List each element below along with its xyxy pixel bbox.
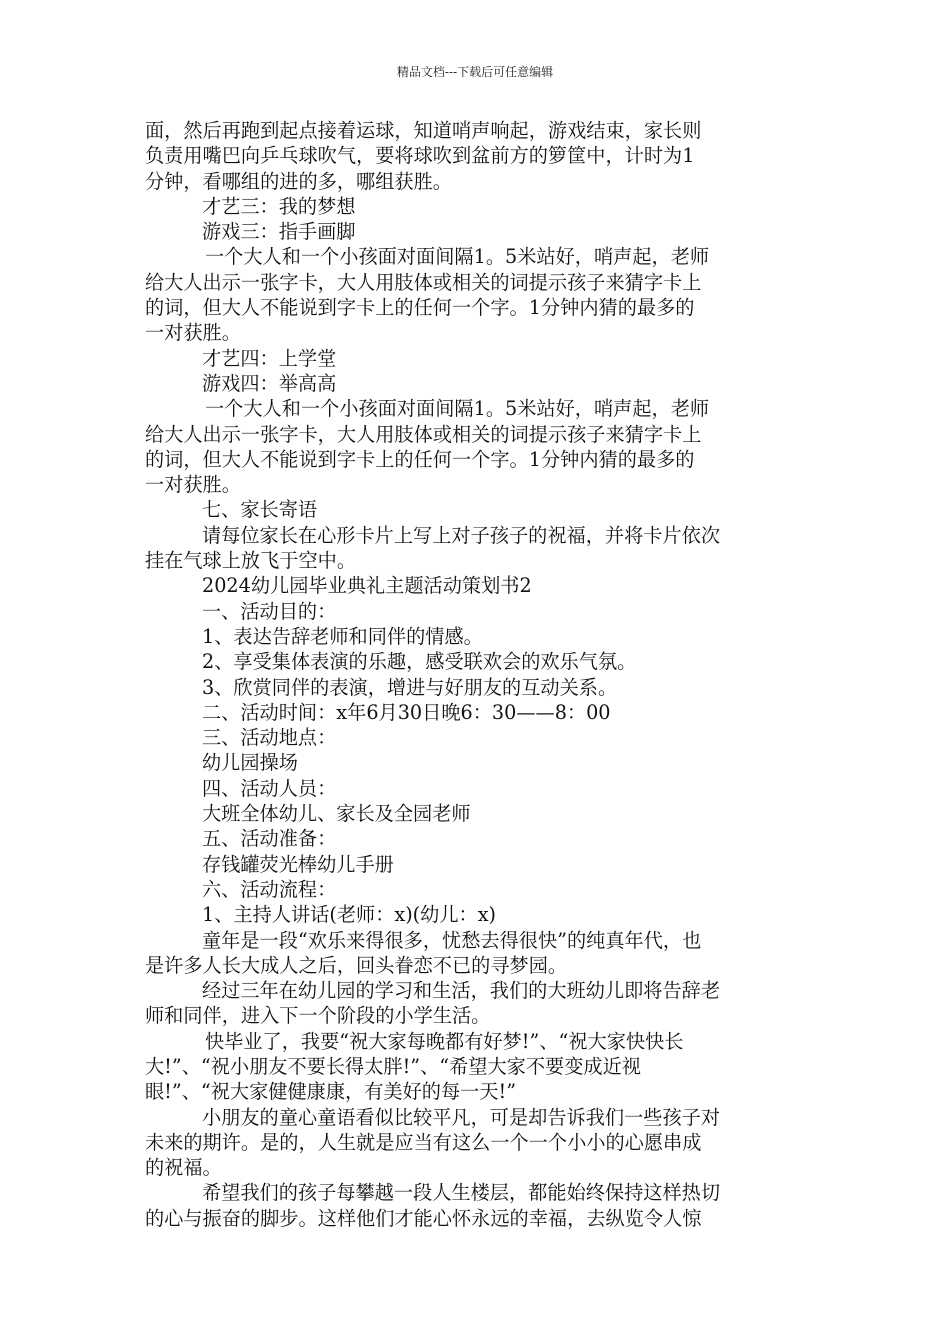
paragraph-line: 一个大人和一个小孩面对面间隔1。5米站好，哨声起，老师 <box>205 245 710 269</box>
paragraph-line: 给大人出示一张字卡，大人用肢体或相关的词提示孩子来猜字卡上 <box>145 422 702 446</box>
paragraph-line: 的祝福。 <box>145 1156 222 1180</box>
section-heading: 才艺四：上学堂 <box>202 346 337 370</box>
paragraph-line: 的词，但大人不能说到字卡上的任何一个字。1分钟内猜的最多的 <box>145 296 695 320</box>
paragraph-line: 面，然后再跑到起点接着运球，知道哨声响起，游戏结束，家长则 <box>145 119 702 142</box>
paragraph-line: 大班全体幼儿、家长及全园老师 <box>202 802 471 826</box>
paragraph-line: 小朋友的童心童语看似比较平凡，可是却告诉我们一些孩子对 <box>202 1105 721 1129</box>
section-heading: 七、家长寄语 <box>202 498 318 522</box>
paragraph-line: 幼儿园操场 <box>202 751 298 775</box>
paragraph-line: 的词，但大人不能说到字卡上的任何一个字。1分钟内猜的最多的 <box>145 447 695 471</box>
paragraph-line: 负责用嘴巴向乒乓球吹气，要将球吹到盆前方的箩筐中，计时为1 <box>145 144 695 168</box>
paragraph-line: 是许多人长大成人之后，回头眷恋不已的寻梦园。 <box>145 953 568 977</box>
paragraph-line: 师和同伴，进入下一个阶段的小学生活。 <box>145 1004 491 1028</box>
section-heading: 三、活动地点： <box>202 726 337 750</box>
paragraph-line: 童年是一段“欢乐来得很多，忧愁去得很快”的纯真年代，也 <box>202 928 702 952</box>
section-heading: 才艺三：我的梦想 <box>202 194 356 218</box>
section-heading: 五、活动准备： <box>202 827 337 851</box>
paragraph-line: 经过三年在幼儿园的学习和生活，我们的大班幼儿即将告辞老 <box>202 979 721 1003</box>
paragraph-line: 一个大人和一个小孩面对面间隔1。5米站好，哨声起，老师 <box>205 397 710 421</box>
page-header: 精品文档---下载后可任意编辑 <box>396 65 554 79</box>
paragraph-line: 存钱罐荧光棒幼儿手册 <box>202 852 394 876</box>
paragraph-line: 挂在气球上放飞于空中。 <box>145 549 357 573</box>
section-heading: 二、活动时间：x年6月30日晚6：30——8：00 <box>202 700 611 724</box>
paragraph-line: 快毕业了，我要“祝大家每晚都有好梦!”、“祝大家快快长 <box>205 1029 684 1053</box>
paragraph-line: 一对获胜。 <box>145 473 241 497</box>
paragraph-line: 未来的期许。是的，人生就是应当有这么一个一个小小的心愿串成 <box>145 1130 702 1154</box>
paragraph-line: 分钟，看哪组的进的多，哪组获胜。 <box>145 169 452 193</box>
paragraph-line: 眼!”、“祝大家健健康康，有美好的每一天!” <box>145 1080 517 1104</box>
list-item: 2、享受集体表演的乐趣，感受联欢会的欢乐气氛。 <box>202 650 637 674</box>
paragraph-line: 希望我们的孩子每攀越一段人生楼层，都能始终保持这样热切 <box>202 1181 721 1205</box>
paragraph-line: 的心与振奋的脚步。这样他们才能心怀永远的幸福，去纵览令人惊 <box>145 1206 702 1230</box>
paragraph-line: 给大人出示一张字卡，大人用肢体或相关的词提示孩子来猜字卡上 <box>145 270 702 294</box>
section-heading: 六、活动流程： <box>202 877 337 901</box>
paragraph-line: 请每位家长在心形卡片上写上对子孩子的祝福，并将卡片依次 <box>202 523 721 547</box>
section-heading: 四、活动人员： <box>202 776 337 800</box>
paragraph-line: 大!”、“祝小朋友不要长得太胖!”、“希望大家不要变成近视 <box>145 1054 641 1078</box>
list-item: 1、表达告辞老师和同伴的情感。 <box>202 624 483 648</box>
section-heading: 一、活动目的： <box>202 599 337 623</box>
section-heading: 游戏三：指手画脚 <box>202 220 356 244</box>
paragraph-line: 一对获胜。 <box>145 321 241 345</box>
list-item: 1、主持人讲话(老师：x)(幼儿：x) <box>202 903 497 927</box>
section-heading: 游戏四：举高高 <box>202 371 337 395</box>
document-body <box>145 118 810 1231</box>
list-item: 3、欣赏同伴的表演，增进与好朋友的互动关系。 <box>202 675 618 699</box>
document-title: 2024幼儿园毕业典礼主题活动策划书2 <box>202 574 532 598</box>
